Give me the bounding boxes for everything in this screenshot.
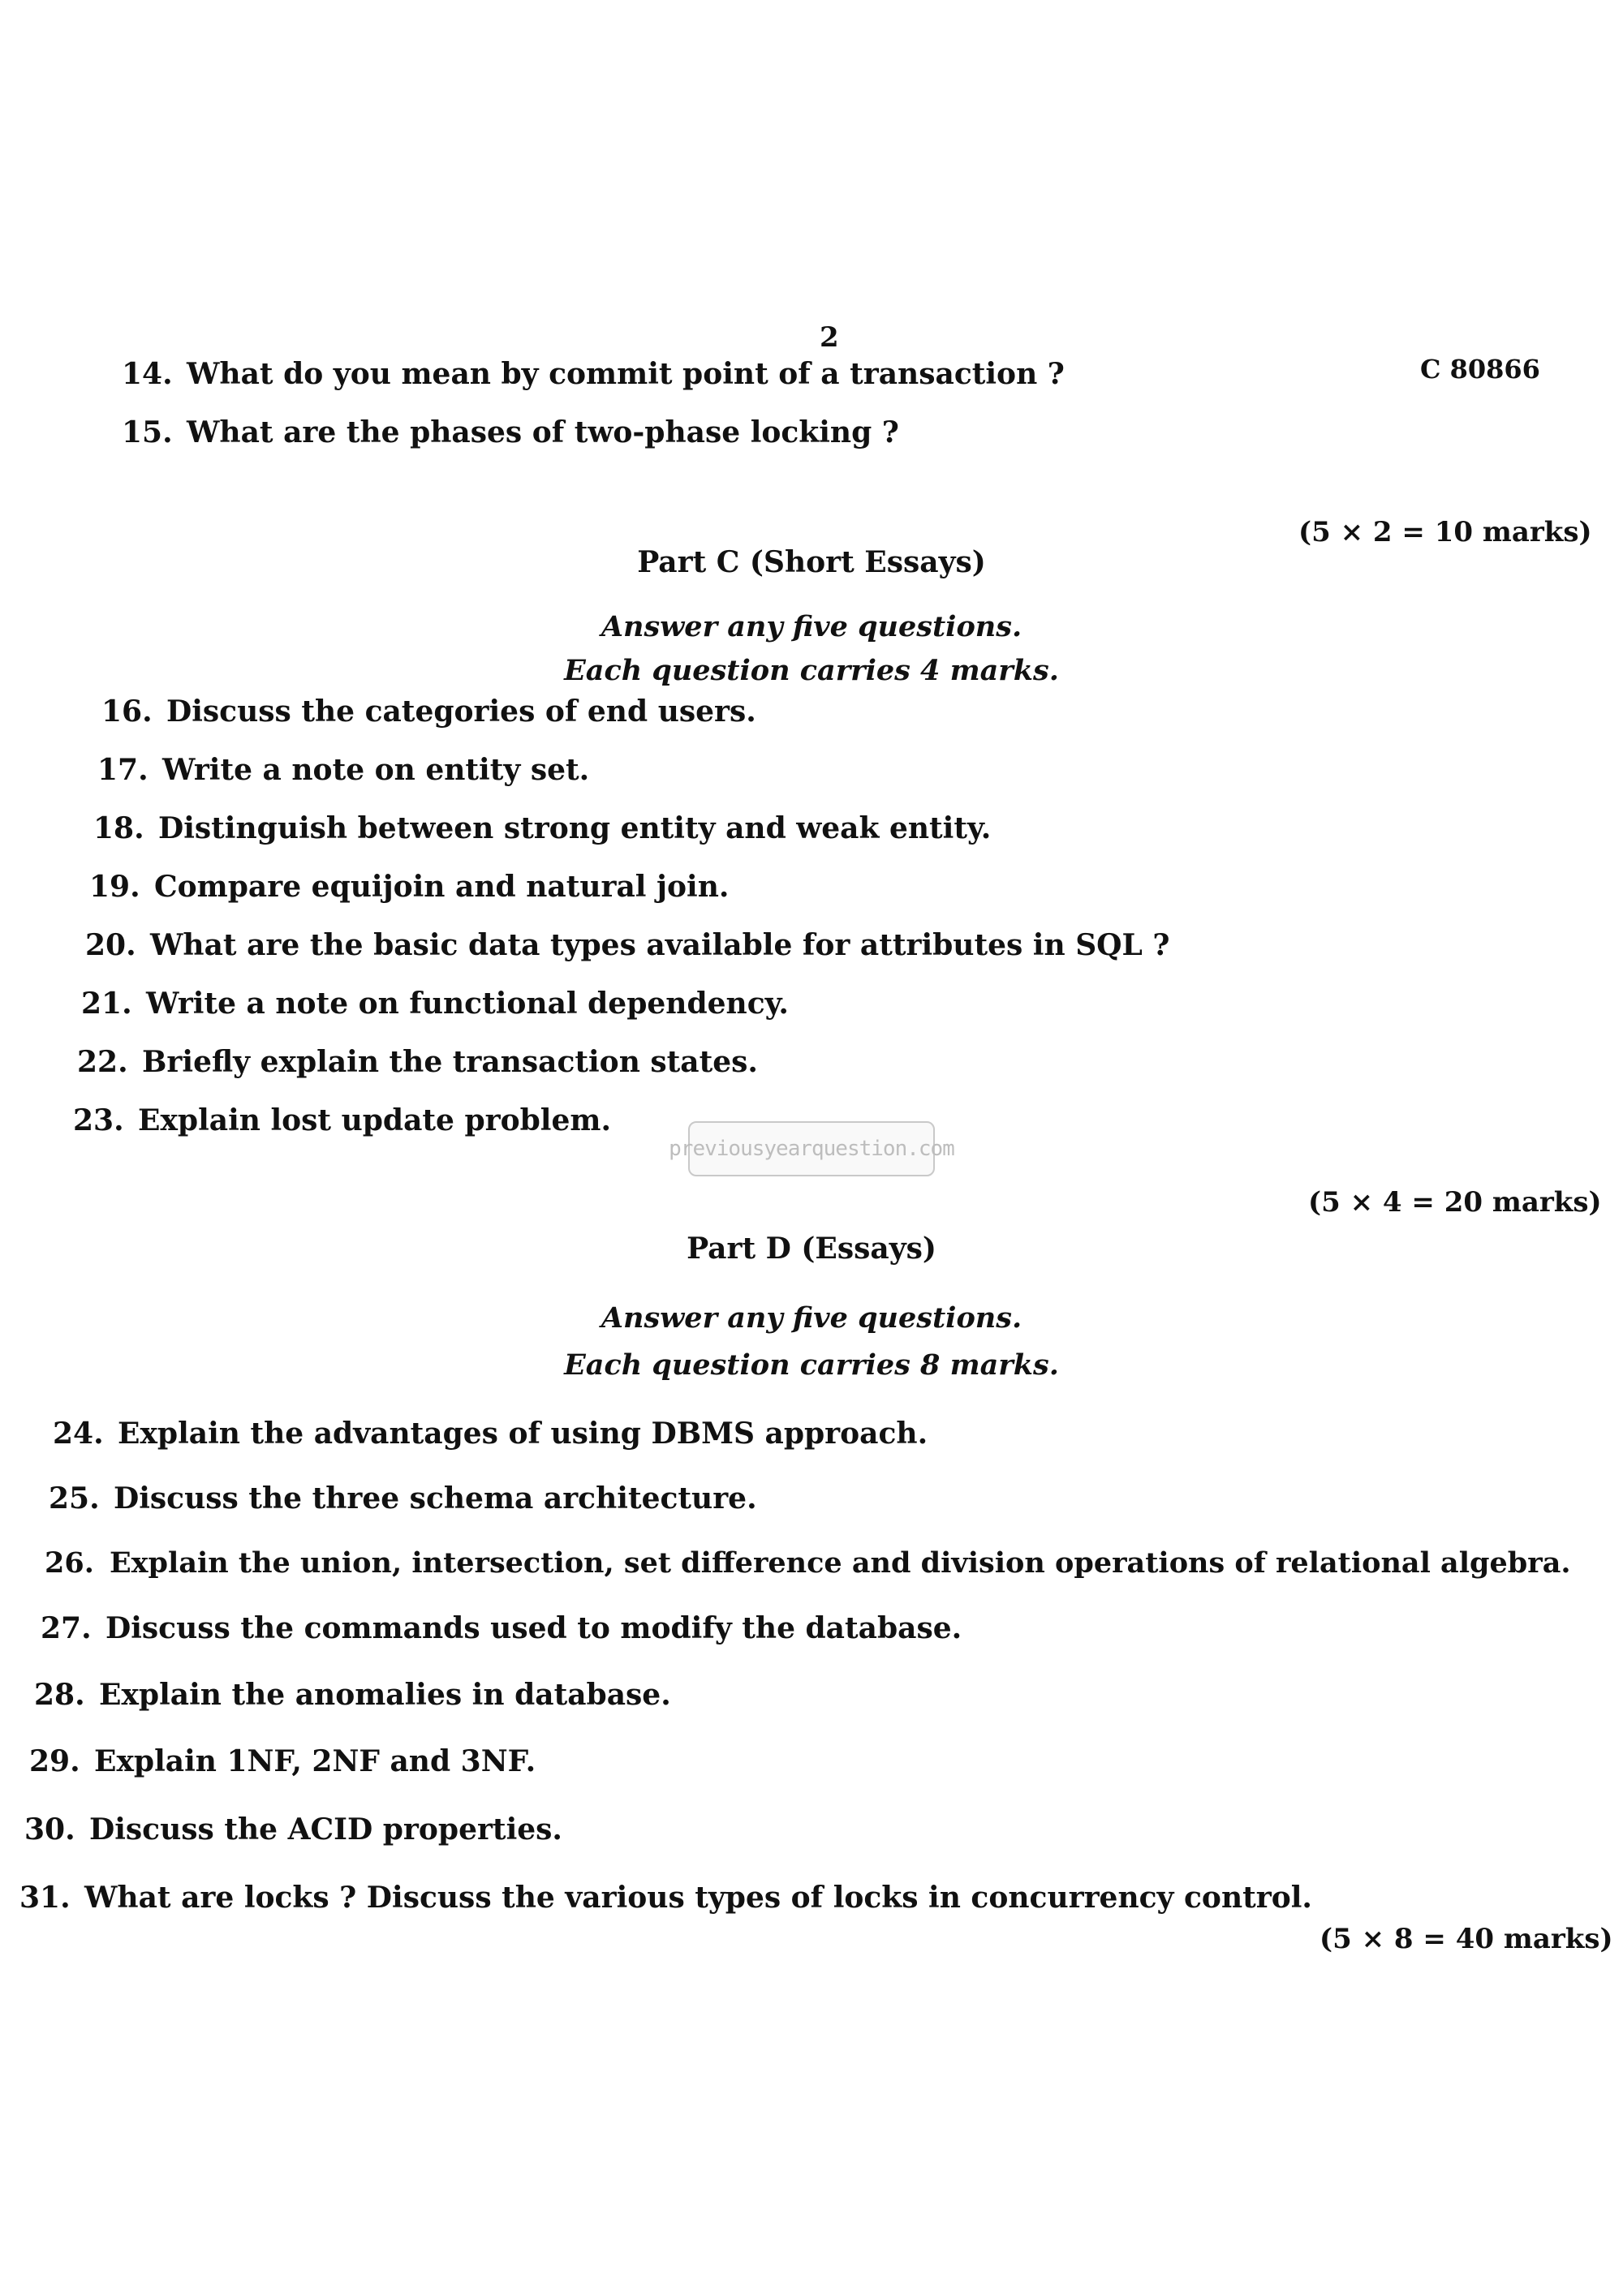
question-number: 23.	[73, 1103, 124, 1137]
question-25	[49, 1481, 757, 1516]
question-text: Explain 1NF, 2NF and 3NF.	[94, 1744, 536, 1778]
question-text: What are locks ? Discuss the various types of locks in concurrency control.	[84, 1881, 1312, 1915]
watermark-logo: previousyearquestion.com	[688, 1121, 935, 1176]
question-30	[24, 1812, 562, 1847]
question-text: Explain the advantages of using DBMS approach.	[118, 1417, 928, 1451]
question-number: 31.	[19, 1881, 71, 1915]
question-text: Write a note on functional dependency.	[146, 987, 789, 1021]
page-number: 2	[820, 321, 839, 354]
question-18	[93, 811, 991, 845]
question-number: 15.	[122, 415, 173, 449]
question-number: 20.	[85, 928, 136, 962]
part-c-instruction-1: Answer any five questions.	[601, 610, 1022, 643]
question-number: 16.	[101, 694, 153, 729]
part-d-instruction-2: Each question carries 8 marks.	[564, 1348, 1059, 1382]
question-number: 24.	[53, 1417, 104, 1451]
part-c-instruction-2: Each question carries 4 marks.	[564, 654, 1059, 687]
question-28	[34, 1678, 671, 1712]
question-24	[53, 1417, 928, 1451]
question-20	[85, 928, 1169, 962]
part-d-instruction-1: Answer any five questions.	[601, 1301, 1022, 1335]
question-text: Discuss the ACID properties.	[89, 1812, 562, 1847]
question-text: Explain the anomalies in database.	[99, 1678, 671, 1712]
question-number: 21.	[81, 987, 132, 1021]
question-text: Briefly explain the transaction states.	[142, 1045, 758, 1079]
question-16	[101, 694, 756, 729]
question-number: 28.	[34, 1678, 85, 1712]
question-text: Explain the union, intersection, set difference and division operations of relational algebra.	[110, 1546, 1571, 1580]
question-number: 27.	[41, 1611, 92, 1645]
question-text: Discuss the commands used to modify the database.	[105, 1611, 962, 1645]
question-23	[73, 1103, 611, 1137]
question-text: Compare equijoin and natural join.	[154, 870, 730, 904]
paper-code: C 80866	[1420, 354, 1540, 385]
question-number: 18.	[93, 811, 144, 845]
question-text: Discuss the categories of end users.	[166, 694, 756, 729]
question-number: 26.	[45, 1546, 94, 1580]
question-number: 22.	[77, 1045, 128, 1079]
question-number: 19.	[89, 870, 140, 904]
question-text: What are the basic data types available for attributes in SQL ?	[150, 928, 1170, 962]
question-text: What are the phases of two-phase locking ?	[187, 415, 899, 449]
question-number: 29.	[29, 1744, 80, 1778]
question-number: 14.	[122, 357, 173, 391]
part-c-heading: Part C (Short Essays)	[637, 545, 986, 579]
question-text: Explain lost update problem.	[138, 1103, 612, 1137]
question-17	[97, 753, 589, 787]
question-number: 30.	[24, 1812, 75, 1847]
part-c-marks: (5 × 4 = 20 marks)	[1308, 1186, 1602, 1219]
part-d-heading: Part D (Essays)	[687, 1232, 936, 1266]
question-text: Distinguish between strong entity and weak entity.	[158, 811, 992, 845]
question-number: 17.	[97, 753, 149, 787]
question-22	[77, 1045, 758, 1079]
question-15	[122, 415, 899, 449]
question-text: Write a note on entity set.	[162, 753, 590, 787]
question-31	[19, 1881, 1312, 1915]
question-number: 25.	[49, 1481, 100, 1516]
question-29	[29, 1744, 536, 1778]
question-14	[122, 357, 1065, 391]
question-27	[41, 1611, 962, 1645]
part-b-marks: (5 × 2 = 10 marks)	[1298, 516, 1592, 548]
question-text: Discuss the three schema architecture.	[114, 1481, 757, 1516]
question-21	[81, 987, 789, 1021]
part-d-marks: (5 × 8 = 40 marks)	[1319, 1923, 1613, 1955]
question-19	[89, 870, 729, 904]
question-26	[45, 1546, 1571, 1580]
question-text: What do you mean by commit point of a transaction ?	[187, 357, 1065, 391]
